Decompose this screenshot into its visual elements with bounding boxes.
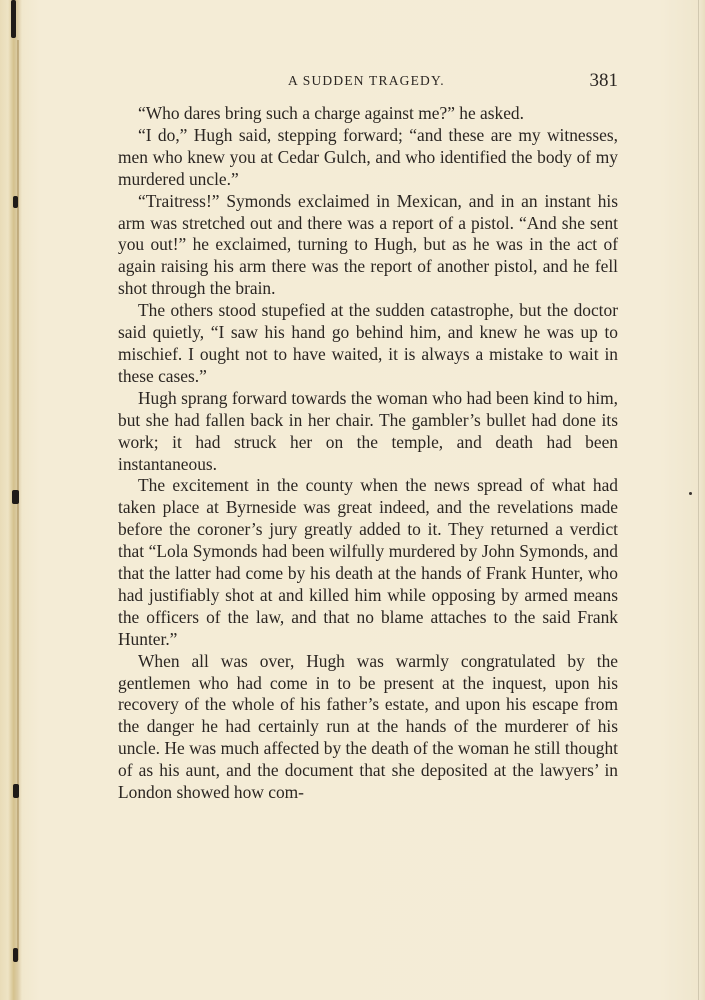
page-number: 381 [589, 70, 618, 91]
running-title: A SUDDEN TRAGEDY. [288, 73, 445, 88]
body-text [118, 103, 618, 804]
page-header [118, 70, 618, 94]
binding-mark [13, 196, 18, 208]
paragraph: When all was over, Hugh was warmly congratulated by the gentlemen who had come in to be present at the inquest, upon his recovery of the whole of his father’s estate, and upon his escape from the danger he had certainly run at the hands of the murderer of his uncle. He was much affected by the death of the woman he still thought of as his aunt, and the document that she deposited at the lawyers’ in London showed how com- [118, 650, 618, 803]
paragraph: The excitement in the county when the news spread of what had taken place at Byrneside was great indeed, and the revelations made before the coroner’s jury greatly added to it. They returned a verdict that “Lola Symonds had been wilfully murdered by John Symonds, and that the latter had come by his death at the hands of Frank Hunter, who had justifiably shot at and killed him while opposing by armed means the officers of the law, and that no blame attaches to the said Frank Hunter.” [118, 475, 618, 649]
binding-mark [13, 784, 19, 798]
binding-mark [12, 490, 19, 504]
page-speck [689, 492, 692, 495]
page-edge [698, 0, 699, 1000]
paragraph: “I do,” Hugh said, stepping forward; “and these are my witnesses, men who knew you at Cedar Gulch, and who identified the body of my murdered uncle.” [118, 124, 618, 189]
paragraph: “Traitress!” Symonds exclaimed in Mexican, and in an instant his arm was stretched out and there was a report of a pistol. “And she sent you out!” he exclaimed, turning to Hugh, but as he was in the act of again raising his arm there was the report of another pistol, and he fell shot through the brain. [118, 190, 618, 299]
binding-mark [13, 948, 18, 962]
paragraph: The others stood stupefied at the sudden catastrophe, but the doctor said quietly, “I saw his hand go behind him, and knew he was up to mischief. I ought not to have waited, it is always a mistake to wait in these cases.” [118, 300, 618, 386]
binding-mark [11, 0, 16, 38]
paragraph: Hugh sprang forward towards the woman who had been kind to him, but she had fallen back in her chair. The gambler’s bullet had done its work; it had struck her on the temple, and death had been instantaneous. [118, 387, 618, 474]
paragraph: “Who dares bring such a charge against me?” he asked. [138, 103, 524, 123]
